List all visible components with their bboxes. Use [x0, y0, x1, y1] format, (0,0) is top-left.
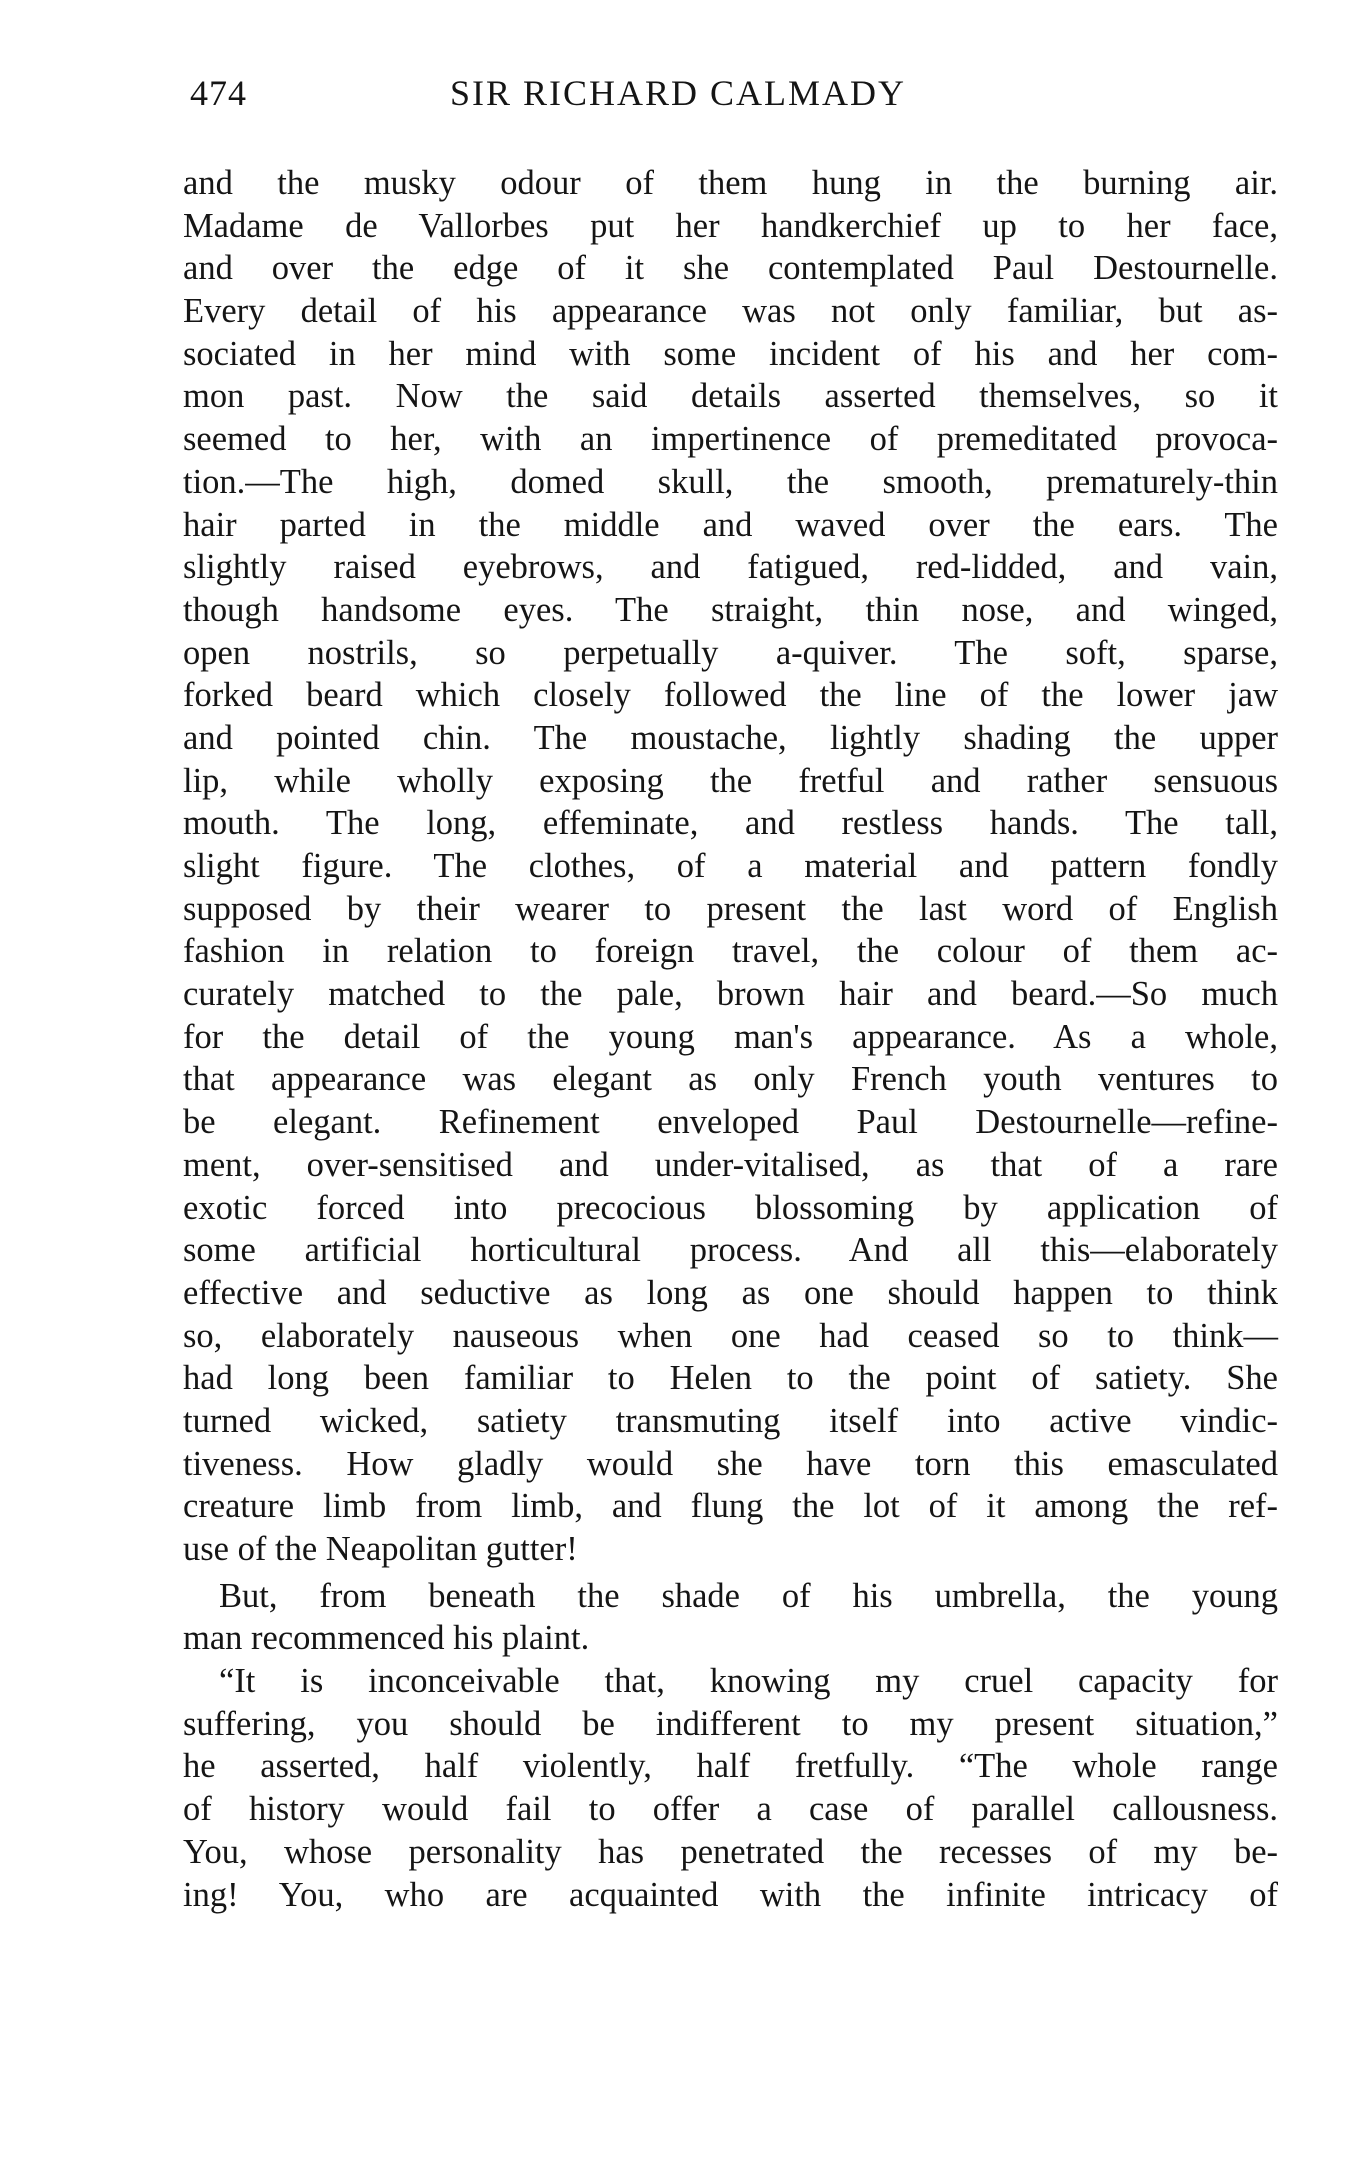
text-line: for the detail of the young man's appearance. As a whole, — [183, 1017, 1278, 1056]
text-line: and over the edge of it she contemplated Paul Destournelle. — [183, 249, 1278, 288]
text-line: so, elaborately nauseous when one had ceased so to think— — [183, 1316, 1278, 1355]
text-line: turned wicked, satiety transmuting itself into active vindic- — [183, 1401, 1278, 1440]
text-line: creature limb from limb, and flung the lot of it among the ref- — [183, 1487, 1278, 1526]
text-line: Every detail of his appearance was not only familiar, but as- — [183, 292, 1278, 331]
text-line: of history would fail to offer a case of parallel callousness. — [183, 1790, 1278, 1829]
text-line: fashion in relation to foreign travel, the colour of them ac- — [183, 932, 1278, 971]
text-line: and pointed chin. The moustache, lightly shading the upper — [183, 718, 1278, 757]
running-title: SIR RICHARD CALMADY — [450, 73, 907, 113]
text-line: he asserted, half violently, half fretfully. “The whole range — [183, 1747, 1278, 1786]
text-line: mon past. Now the said details asserted themselves, so it — [183, 377, 1278, 416]
text-line: supposed by their wearer to present the last word of English — [183, 889, 1278, 928]
text-line: had long been familiar to Helen to the point of satiety. She — [183, 1359, 1278, 1398]
text-line: seemed to her, with an impertinence of premeditated provoca- — [183, 420, 1278, 459]
text-line: forked beard which closely followed the line of the lower jaw — [183, 676, 1278, 715]
text-line: “It is inconceivable that, knowing my cruel capacity for — [219, 1662, 1278, 1701]
text-line: be elegant. Refinement enveloped Paul Destournelle—refine- — [183, 1103, 1278, 1142]
text-line: But, from beneath the shade of his umbrella, the young — [219, 1576, 1278, 1615]
text-line: hair parted in the middle and waved over the ears. The — [183, 505, 1278, 544]
text-line: suffering, you should be indifferent to my present situation,” — [183, 1704, 1278, 1743]
text-line: and the musky odour of them hung in the burning air. — [183, 164, 1278, 202]
text-line: You, whose personality has penetrated the recesses of my be- — [183, 1832, 1278, 1871]
text-line: open nostrils, so perpetually a-quiver. The soft, sparse, — [183, 633, 1278, 672]
text-line: though handsome eyes. The straight, thin nose, and winged, — [183, 590, 1278, 629]
text-line: mouth. The long, effeminate, and restless hands. The tall, — [183, 804, 1278, 843]
paragraph-1 — [183, 162, 1278, 1571]
text-line: man recommenced his plaint. — [183, 1619, 590, 1658]
text-line: use of the Neapolitan gutter! — [183, 1530, 578, 1568]
text-line: that appearance was elegant as only French youth ventures to — [183, 1060, 1278, 1099]
text-line: tiveness. How gladly would she have torn this emasculated — [183, 1444, 1278, 1483]
page-number: 474 — [190, 73, 247, 113]
text-line: sociated in her mind with some incident of his and her com- — [183, 334, 1278, 373]
text-line: Madame de Vallorbes put her handkerchief up to her face, — [183, 206, 1278, 245]
text-line: lip, while wholly exposing the fretful and rather sensuous — [183, 761, 1278, 800]
text-line: slightly raised eyebrows, and fatigued, red-lidded, and vain, — [183, 548, 1278, 587]
text-line: exotic forced into precocious blossoming by application of — [183, 1188, 1278, 1227]
paragraph-2 — [183, 1575, 1278, 1660]
body-text — [183, 162, 1278, 1916]
text-line: ment, over-sensitised and under-vitalised, as that of a rare — [183, 1145, 1278, 1184]
paragraph-3 — [183, 1660, 1278, 1916]
page-header — [180, 72, 1280, 122]
text-line: ing! You, who are acquainted with the infinite intricacy of — [183, 1875, 1278, 1914]
text-line: curately matched to the pale, brown hair and beard.—So much — [183, 975, 1278, 1014]
text-line: tion.—The high, domed skull, the smooth, prematurely-thin — [183, 462, 1278, 501]
text-line: effective and seductive as long as one should happen to think — [183, 1273, 1278, 1312]
text-line: slight figure. The clothes, of a material and pattern fondly — [183, 847, 1278, 885]
text-line: some artificial horticultural process. And all this—elaborately — [183, 1231, 1278, 1270]
